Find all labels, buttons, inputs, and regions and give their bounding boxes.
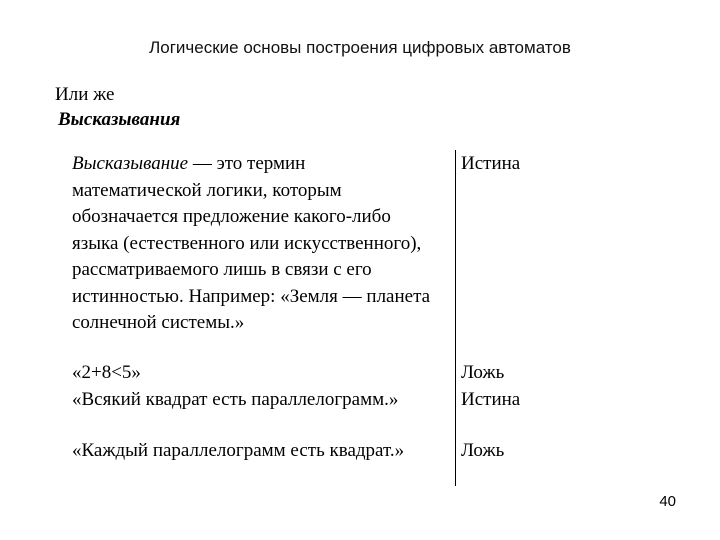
example-value-3: Ложь xyxy=(461,440,505,461)
definition-line-6: истинностью. Например: «Земля — планета xyxy=(72,285,431,307)
examples-values-1 xyxy=(461,360,681,413)
definition-value: Истина xyxy=(461,153,521,174)
example-statement-2: «Всякий квадрат есть параллелограмм.» xyxy=(72,388,399,410)
example-value-2: Истина xyxy=(461,388,521,410)
definition-line-5: рассматриваемого лишь в связи с его xyxy=(72,259,372,280)
definition-line-4: языка (естественного или искусственного), xyxy=(72,232,422,254)
definition-line-1 xyxy=(72,151,452,178)
definition-line-2: математической логики, которым xyxy=(72,179,342,201)
definition-term: Высказывание xyxy=(72,153,189,174)
example-value-1: Ложь xyxy=(461,362,505,383)
definition-text xyxy=(72,151,452,337)
examples-group-1 xyxy=(72,360,452,413)
definition-line-1-rest: — это термин xyxy=(188,153,306,174)
intro-text: Или же xyxy=(55,84,115,105)
definition-line-7: солнечной системы.» xyxy=(72,312,245,333)
table-divider xyxy=(455,150,456,486)
slide-header: Логические основы построения цифровых автоматов xyxy=(149,38,571,57)
examples-values-2 xyxy=(461,438,681,465)
example-statement-3: «Каждый параллелограмм есть квадрат.» xyxy=(72,440,405,461)
definition-line-3: обозначается предложение какого-либо xyxy=(72,206,391,227)
examples-group-2 xyxy=(72,438,452,465)
section-title: Высказывания xyxy=(58,109,181,130)
page-number: 40 xyxy=(659,493,676,510)
example-statement-1: «2+8<5» xyxy=(72,362,141,383)
